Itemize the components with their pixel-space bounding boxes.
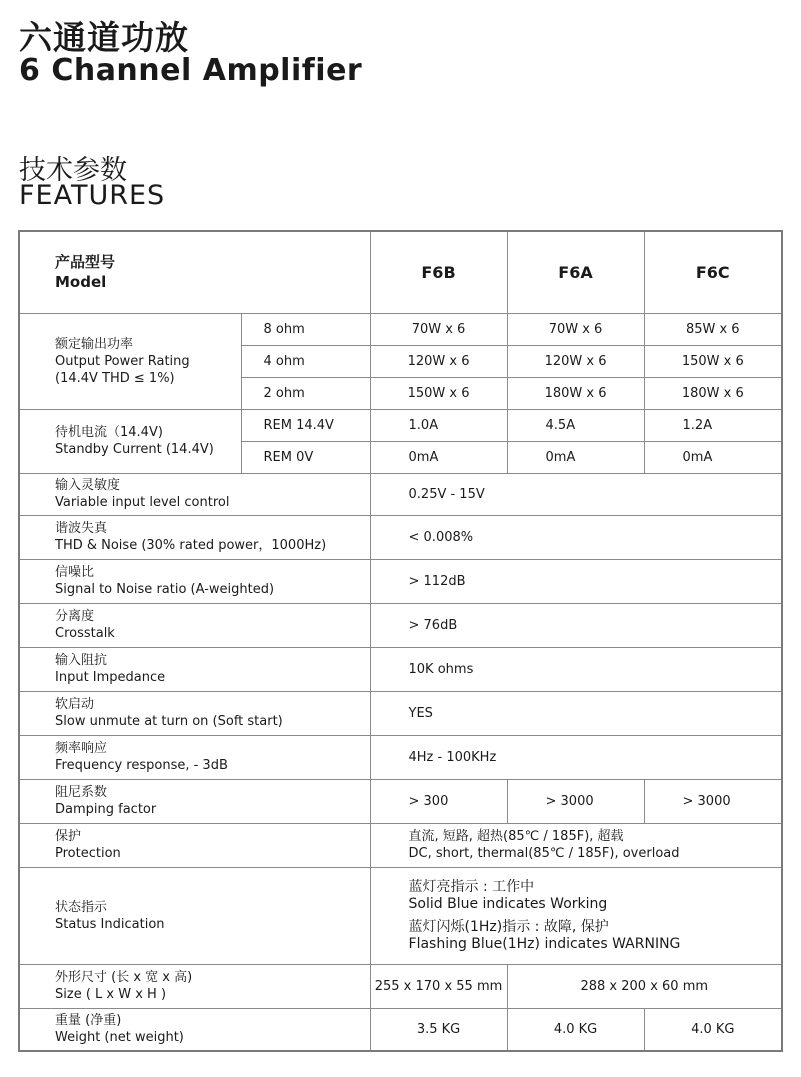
- header-row: [19, 231, 782, 313]
- thd-value: < 0.008%: [370, 515, 782, 559]
- snr-value: > 112dB: [370, 559, 782, 603]
- soft-start-label-en: Slow unmute at turn on (Soft start): [55, 714, 283, 729]
- impedance-label-cn: 输入阻抗: [55, 653, 108, 668]
- model-f6b: F6B: [370, 231, 507, 313]
- protection-line-en: DC, short, thermal(85℃ / 185F), overload: [408, 846, 680, 861]
- model-header-cell: [19, 231, 370, 313]
- status-value: [370, 867, 782, 964]
- damping-label: [19, 779, 370, 823]
- status-row: [19, 867, 782, 964]
- input-level-label-cn: 输入灵敏度: [55, 478, 121, 493]
- standby-row-rem14: [19, 409, 782, 441]
- power-cell: 150W x 6: [644, 345, 782, 377]
- output-power-note: (14.4V THD ≤ 1%): [55, 370, 175, 386]
- model-f6a: F6A: [507, 231, 644, 313]
- spec-table: [18, 230, 783, 1052]
- crosstalk-row: [19, 603, 782, 647]
- weight-cell: 3.5 KG: [370, 1008, 507, 1051]
- size-label: [19, 964, 370, 1008]
- status-line-flash-cn: 蓝灯闪烁(1Hz)指示 : 故障, 保护: [408, 918, 609, 935]
- title-english: 6 Channel Amplifier: [19, 53, 363, 88]
- damping-label-cn: 阻尼系数: [55, 785, 108, 800]
- snr-label-cn: 信噪比: [55, 565, 95, 580]
- power-cell: 150W x 6: [370, 377, 507, 409]
- soft-start-row: [19, 691, 782, 735]
- crosstalk-label-en: Crosstalk: [55, 626, 115, 641]
- soft-start-value: YES: [370, 691, 782, 735]
- input-level-label-en: Variable input level control: [55, 495, 230, 510]
- output-power-row-8ohm: [19, 313, 782, 345]
- standby-cell: 1.2A: [644, 409, 782, 441]
- weight-row: [19, 1008, 782, 1051]
- standby-label-cn: 待机电流（14.4V): [55, 425, 163, 440]
- mode-rem-0v: REM 0V: [241, 441, 370, 473]
- damping-row: [19, 779, 782, 823]
- crosstalk-value: > 76dB: [370, 603, 782, 647]
- size-cell-f6a-f6c: 288 x 200 x 60 mm: [507, 964, 782, 1008]
- damping-label-en: Damping factor: [55, 802, 157, 817]
- size-label-cn: 外形尺寸 (长 x 宽 x 高): [55, 970, 193, 985]
- power-cell: 70W x 6: [507, 313, 644, 345]
- power-cell: 85W x 6: [644, 313, 782, 345]
- status-line-flash-en: Flashing Blue(1Hz) indicates WARNING: [408, 935, 681, 952]
- crosstalk-label: [19, 603, 370, 647]
- status-label: [19, 867, 370, 964]
- power-cell: 70W x 6: [370, 313, 507, 345]
- weight-label: [19, 1008, 370, 1051]
- status-label-en: Status Indication: [55, 916, 165, 932]
- protection-label-cn: 保护: [55, 829, 82, 844]
- soft-start-label-cn: 软启动: [55, 697, 95, 712]
- thd-label: [19, 515, 370, 559]
- standby-cell: 0mA: [370, 441, 507, 473]
- power-cell: 120W x 6: [507, 345, 644, 377]
- weight-cell: 4.0 KG: [507, 1008, 644, 1051]
- features-heading-chinese: 技术参数: [19, 155, 127, 186]
- impedance-label: [19, 647, 370, 691]
- protection-label: [19, 823, 370, 867]
- damping-cell: > 300: [370, 779, 507, 823]
- power-cell: 120W x 6: [370, 345, 507, 377]
- frequency-row: [19, 735, 782, 779]
- thd-row: [19, 515, 782, 559]
- output-power-label-cn: 额定输出功率: [55, 336, 134, 352]
- crosstalk-label-cn: 分离度: [55, 609, 95, 624]
- mode-rem-14v: REM 14.4V: [241, 409, 370, 441]
- model-label-cn: 产品型号: [55, 253, 116, 272]
- power-cell: 180W x 6: [644, 377, 782, 409]
- standby-label: [19, 409, 241, 473]
- power-cell: 180W x 6: [507, 377, 644, 409]
- weight-label-en: Weight (net weight): [55, 1030, 184, 1046]
- standby-cell: 0mA: [507, 441, 644, 473]
- features-heading-english: FEATURES: [19, 180, 166, 211]
- thd-label-cn: 谐波失真: [55, 521, 108, 536]
- title-chinese: 六通道功放: [19, 18, 189, 57]
- load-4ohm: 4 ohm: [241, 345, 370, 377]
- model-f6c: F6C: [644, 231, 782, 313]
- input-level-value: 0.25V - 15V: [370, 473, 782, 515]
- status-label-cn: 状态指示: [55, 899, 108, 915]
- weight-label-cn: 重量 (净重): [55, 1013, 122, 1029]
- input-level-label: [19, 473, 370, 515]
- snr-row: [19, 559, 782, 603]
- protection-label-en: Protection: [55, 846, 121, 861]
- standby-cell: 4.5A: [507, 409, 644, 441]
- size-cell-f6b: 255 x 170 x 55 mm: [370, 964, 507, 1008]
- snr-label: [19, 559, 370, 603]
- frequency-label-cn: 频率响应: [55, 741, 108, 756]
- input-level-row: [19, 473, 782, 515]
- frequency-value: 4Hz - 100KHz: [370, 735, 782, 779]
- status-line-solid-en: Solid Blue indicates Working: [408, 895, 608, 912]
- standby-label-en: Standby Current (14.4V): [55, 442, 214, 457]
- protection-line-cn: 直流, 短路, 超热(85℃ / 185F), 超载: [408, 829, 624, 844]
- load-2ohm: 2 ohm: [241, 377, 370, 409]
- size-label-en: Size ( L x W x H ): [55, 987, 167, 1002]
- weight-cell: 4.0 KG: [644, 1008, 782, 1051]
- frequency-label: [19, 735, 370, 779]
- thd-label-en: THD & Noise (30% rated power，1000Hz): [55, 538, 327, 553]
- soft-start-label: [19, 691, 370, 735]
- status-line-solid-cn: 蓝灯亮指示 : 工作中: [408, 878, 535, 895]
- damping-cell: > 3000: [644, 779, 782, 823]
- snr-label-en: Signal to Noise ratio (A-weighted): [55, 582, 275, 597]
- impedance-row: [19, 647, 782, 691]
- frequency-label-en: Frequency response, - 3dB: [55, 758, 228, 773]
- standby-cell: 0mA: [644, 441, 782, 473]
- size-row: [19, 964, 782, 1008]
- protection-value: [370, 823, 782, 867]
- output-power-label-en: Output Power Rating: [55, 353, 190, 369]
- model-label-en: Model: [55, 273, 107, 292]
- impedance-value: 10K ohms: [370, 647, 782, 691]
- protection-row: [19, 823, 782, 867]
- load-8ohm: 8 ohm: [241, 313, 370, 345]
- impedance-label-en: Input Impedance: [55, 670, 166, 685]
- standby-cell: 1.0A: [370, 409, 507, 441]
- output-power-label: [19, 313, 241, 409]
- damping-cell: > 3000: [507, 779, 644, 823]
